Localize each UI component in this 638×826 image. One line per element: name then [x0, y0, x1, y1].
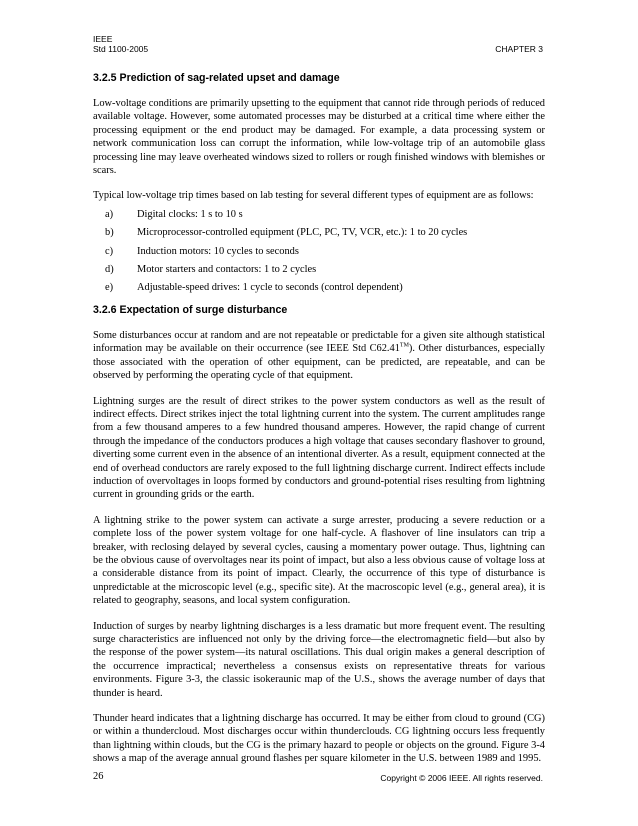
page-number: 26 — [93, 771, 104, 782]
paragraph-induction-surges: Induction of surges by nearby lightning discharges is a less dramatic but more frequent event. The resulting surge characteristics are influenced not only by the driving force—the electromagnetic field—but also by the response of the power system—its natural oscillations. This dual origin makes a general description of the occurrence impractical; nevertheless a consensus exists on representative threats for various environments. Figure 3-3, the classic isokeraunic map of the U.S., shows the average number of days that thunder is heard. — [93, 620, 545, 699]
list-item-label: e) — [105, 282, 114, 294]
section-heading-3-2-5: 3.2.5 Prediction of sag-related upset and damage — [93, 72, 340, 84]
copyright-notice: Copyright © 2006 IEEE. All rights reserved. — [380, 773, 543, 783]
list-item — [93, 281, 545, 294]
main-content — [93, 72, 545, 766]
paragraph-surge-intro — [93, 329, 545, 383]
list-item-label: a) — [105, 208, 114, 220]
paragraph-lightning-strike: A lightning strike to the power system can activate a surge arrester, producing a severe reduction or a complete loss of the power system voltage for one half-cycle. A flashover of line insulators can trip a breaker, with reclosing delayed by several cycles, causing a momentary power outage. Thus, lightning can be the obvious cause of overvoltages near its point of impact, but also a less obvious cause of voltage loss at a considerable distance from its point of impact. Clearly, the occurrence of this type of disturbance is unpredictable at the microscopic level (e.g., specific site). At the macroscopic level (e.g., general area), it is related to geography, seasons, and local system configuration. — [93, 514, 545, 607]
header-std: Std 1100-2005 — [93, 44, 149, 54]
list-item — [93, 226, 545, 239]
list-item-text: Digital clocks: 1 s to 10 s — [137, 208, 243, 220]
list-item-label: d) — [105, 264, 114, 276]
paragraph-surge-intro-a: Some disturbances occur at random and are not repeatable or predictable for a given site although statistical information may be available on their occurrence (see IEEE Std C62.41 — [93, 329, 545, 355]
header-org: IEEE — [93, 34, 113, 44]
list-item-text: Induction motors: 10 cycles to seconds — [137, 245, 299, 257]
running-header-left — [93, 34, 148, 54]
list-item — [93, 263, 545, 276]
list-item-text: Microprocessor-controlled equipment (PLC, PC, TV, VCR, etc.): 1 to 20 cycles — [137, 227, 468, 239]
list-item-text: Adjustable-speed drives: 1 cycle to seconds (control dependent) — [137, 282, 403, 294]
list-item — [93, 208, 545, 221]
paragraph-thunder-heard: Thunder heard indicates that a lightning discharge has occurred. It may be either from cloud to ground (CG) or within a thundercloud. Most discharges occur within thunderclouds. CG lightning occurs less frequently than lightning within clouds, but the CG is the primary hazard to people or objects on the ground. Figure 3-4 shows a map of the average annual ground flashes per square kilometer in the U.S. between 1989 and 1995. — [93, 713, 545, 765]
trademark-mark: TM — [399, 342, 409, 349]
paragraph-lightning-surges: Lightning surges are the result of direct strikes to the power system conductors as well as the result of indirect effects. Direct strikes inject the total lightning current into the system. The current amplitudes range from a few thousand amperes to a few hundred thousand amperes. However, the rapid change of current through the impedance of the conductors produces a high voltage that causes secondary flashover to ground, diverting some current even in the absence of an intentional diverter. As a result, equipment connected at the end of overhead conductors are rarely exposed to the full lightning discharge current. Indirect effects include induction of overvoltages in loops formed by conductors and ground-potential rises resulting from lightning current in grounding grids or the earth. — [93, 395, 546, 501]
paragraph-trip-times: Typical low-voltage trip times based on lab testing for several different types of equipment are as follows: — [93, 190, 534, 202]
list-item — [93, 245, 545, 258]
paragraph-sag-intro: Low-voltage conditions are primarily upsetting to the equipment that cannot ride through periods of reduced available voltage. However, some automated processes may be disturbed at a critical time where either the processing equipment or the end product may be damaged. For example, a data processing system or network communication loss can corrupt the information, while low-voltage trip of an automobile glass processing line may leave overheated windows sized to rollers or rough finished windows with blemishes or scars. — [93, 98, 545, 177]
paragraph-surge-intro-b: ). Other disturbances, especially those associated with the operation of other equipment, can be predicted, are repeatable, and can be observed by performing the operating cycle of that equipment. — [93, 343, 545, 382]
trip-times-list — [93, 208, 545, 295]
section-heading-3-2-6: 3.2.6 Expectation of surge disturbance — [93, 303, 288, 316]
list-item-label: c) — [105, 245, 114, 257]
list-item-text: Motor starters and contactors: 1 to 2 cycles — [137, 264, 317, 276]
list-item-label: b) — [105, 227, 114, 239]
header-chapter: CHAPTER 3 — [495, 44, 543, 54]
